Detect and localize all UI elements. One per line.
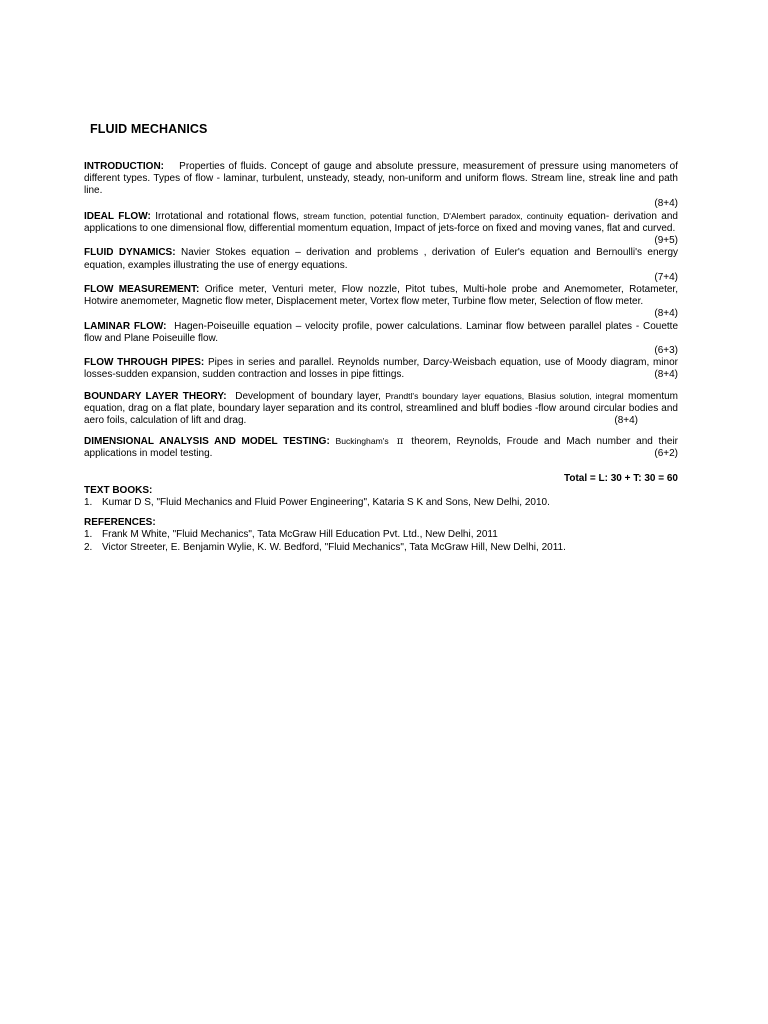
section-flow-through-pipes <box>84 357 678 381</box>
list-item <box>84 497 678 509</box>
list-item-text: Frank M White, "Fluid Mechanics", Tata McGraw Hill Education Pvt. Ltd., New Delhi, 2011 <box>102 529 498 541</box>
section-heading: FLOW THROUGH PIPES: <box>84 357 205 369</box>
section-ideal-flow <box>84 210 678 235</box>
section-text: Development of boundary layer, <box>235 390 381 402</box>
section-text: Properties of fluids. Concept of gauge and absolute pressure, measurement of pressure using manometers of different types. Types of flow - laminar, turbulent, unsteady, steady, non-uniform and uniform flows. Stream line, streak line and path line. <box>84 161 678 197</box>
list-item-text: Kumar D S, "Fluid Mechanics and Fluid Power Engineering", Kataria S K and Sons, New Delhi, 2010. <box>102 497 550 509</box>
section-text: Irrotational and rotational flows, <box>155 210 299 222</box>
section-introduction <box>84 161 678 198</box>
textbooks <box>84 485 678 509</box>
section-heading: FLUID DYNAMICS: <box>84 247 176 259</box>
section-text: stream function, potential function, D'Alembert paradox, continuity <box>303 210 564 221</box>
syllabus-content <box>84 161 678 554</box>
section-heading: DIMENSIONAL ANALYSIS AND MODEL TESTING: <box>84 436 330 448</box>
section-text: Prandtl's boundary layer equations, Blasius solution, integral <box>385 390 624 401</box>
section-marks: (6+3) <box>654 345 678 357</box>
section-marks: (6+2) <box>654 448 678 460</box>
section-boundary-layer <box>84 390 678 428</box>
section-text: equation- derivation and applications to one dimensional flow, differential momentum equation, Impact of jets-force on fixed and moving vanes, flat and curved. <box>84 210 678 235</box>
section-marks: (8+4) <box>654 369 678 381</box>
section-dimensional-analysis <box>84 435 678 460</box>
section-text: Orifice meter, Venturi meter, Flow nozzle, Pitot tubes, Multi-hole probe and Anemometer, Rotameter, Hotwire anemometer, Magnetic flow meter, Displacement meter, Vortex flow meter, Turbine flow meter, Selection of flow meter. <box>84 284 678 308</box>
section-text: momentum equation, drag on a flat plate, boundary layer separation and its control, streamlined and bluff bodies -flow around circular bodies and aero foils, calculation of lift and drag. <box>84 390 679 427</box>
section-marks: (7+4) <box>654 271 678 283</box>
list-item-number: 1. <box>84 497 93 509</box>
section-flow-measurement <box>84 284 678 308</box>
section-text: Navier Stokes equation – derivation and problems , derivation of Euler's equation and Bernoulli's energy equation, examples illustrating the use of energy equations. <box>84 247 679 271</box>
textbooks-heading: TEXT BOOKS: <box>84 484 153 496</box>
pi-symbol: π <box>396 436 404 448</box>
references <box>84 517 678 554</box>
section-laminar-flow <box>84 321 678 345</box>
list-item-number: 2. <box>84 541 93 553</box>
section-heading: BOUNDARY LAYER THEORY: <box>84 390 227 402</box>
total-hours: Total = L: 30 + T: 30 = 60 <box>563 472 678 484</box>
section-heading: LAMINAR FLOW: <box>84 320 167 332</box>
page-title: FLUID MECHANICS <box>90 122 208 136</box>
section-heading: FLOW MEASUREMENT: <box>84 284 200 296</box>
section-text: Pipes in series and parallel. Reynolds number, Darcy-Weisbach equation, use of Moody diagram, minor losses-sudden expansion, sudden contraction and losses in pipe fittings. <box>84 357 678 381</box>
section-text: theorem, Reynolds, Froude and Mach number and their applications in model testing. <box>84 436 678 460</box>
list-item <box>84 529 678 541</box>
list-item-text: Victor Streeter, E. Benjamin Wylie, K. W. Bedford, "Fluid Mechanics", Tata McGraw Hill, New Delhi, 2011. <box>102 541 566 553</box>
section-marks: (8+4) <box>654 308 678 320</box>
section-text: Buckingham's <box>335 436 389 447</box>
section-text: Hagen-Poiseuille equation – velocity profile, power calculations. Laminar flow between parallel plates - Couette flow and Plane Poiseuille flow. <box>84 320 679 344</box>
references-heading: REFERENCES: <box>84 517 156 529</box>
list-item-number: 1. <box>84 529 93 541</box>
section-fluid-dynamics <box>84 247 678 271</box>
section-heading: INTRODUCTION: <box>84 161 164 172</box>
section-marks: (8+4) <box>614 415 638 427</box>
section-heading: IDEAL FLOW: <box>84 210 151 222</box>
list-item <box>84 542 678 554</box>
section-marks: (8+4) <box>654 197 678 209</box>
section-marks: (9+5) <box>654 235 678 247</box>
